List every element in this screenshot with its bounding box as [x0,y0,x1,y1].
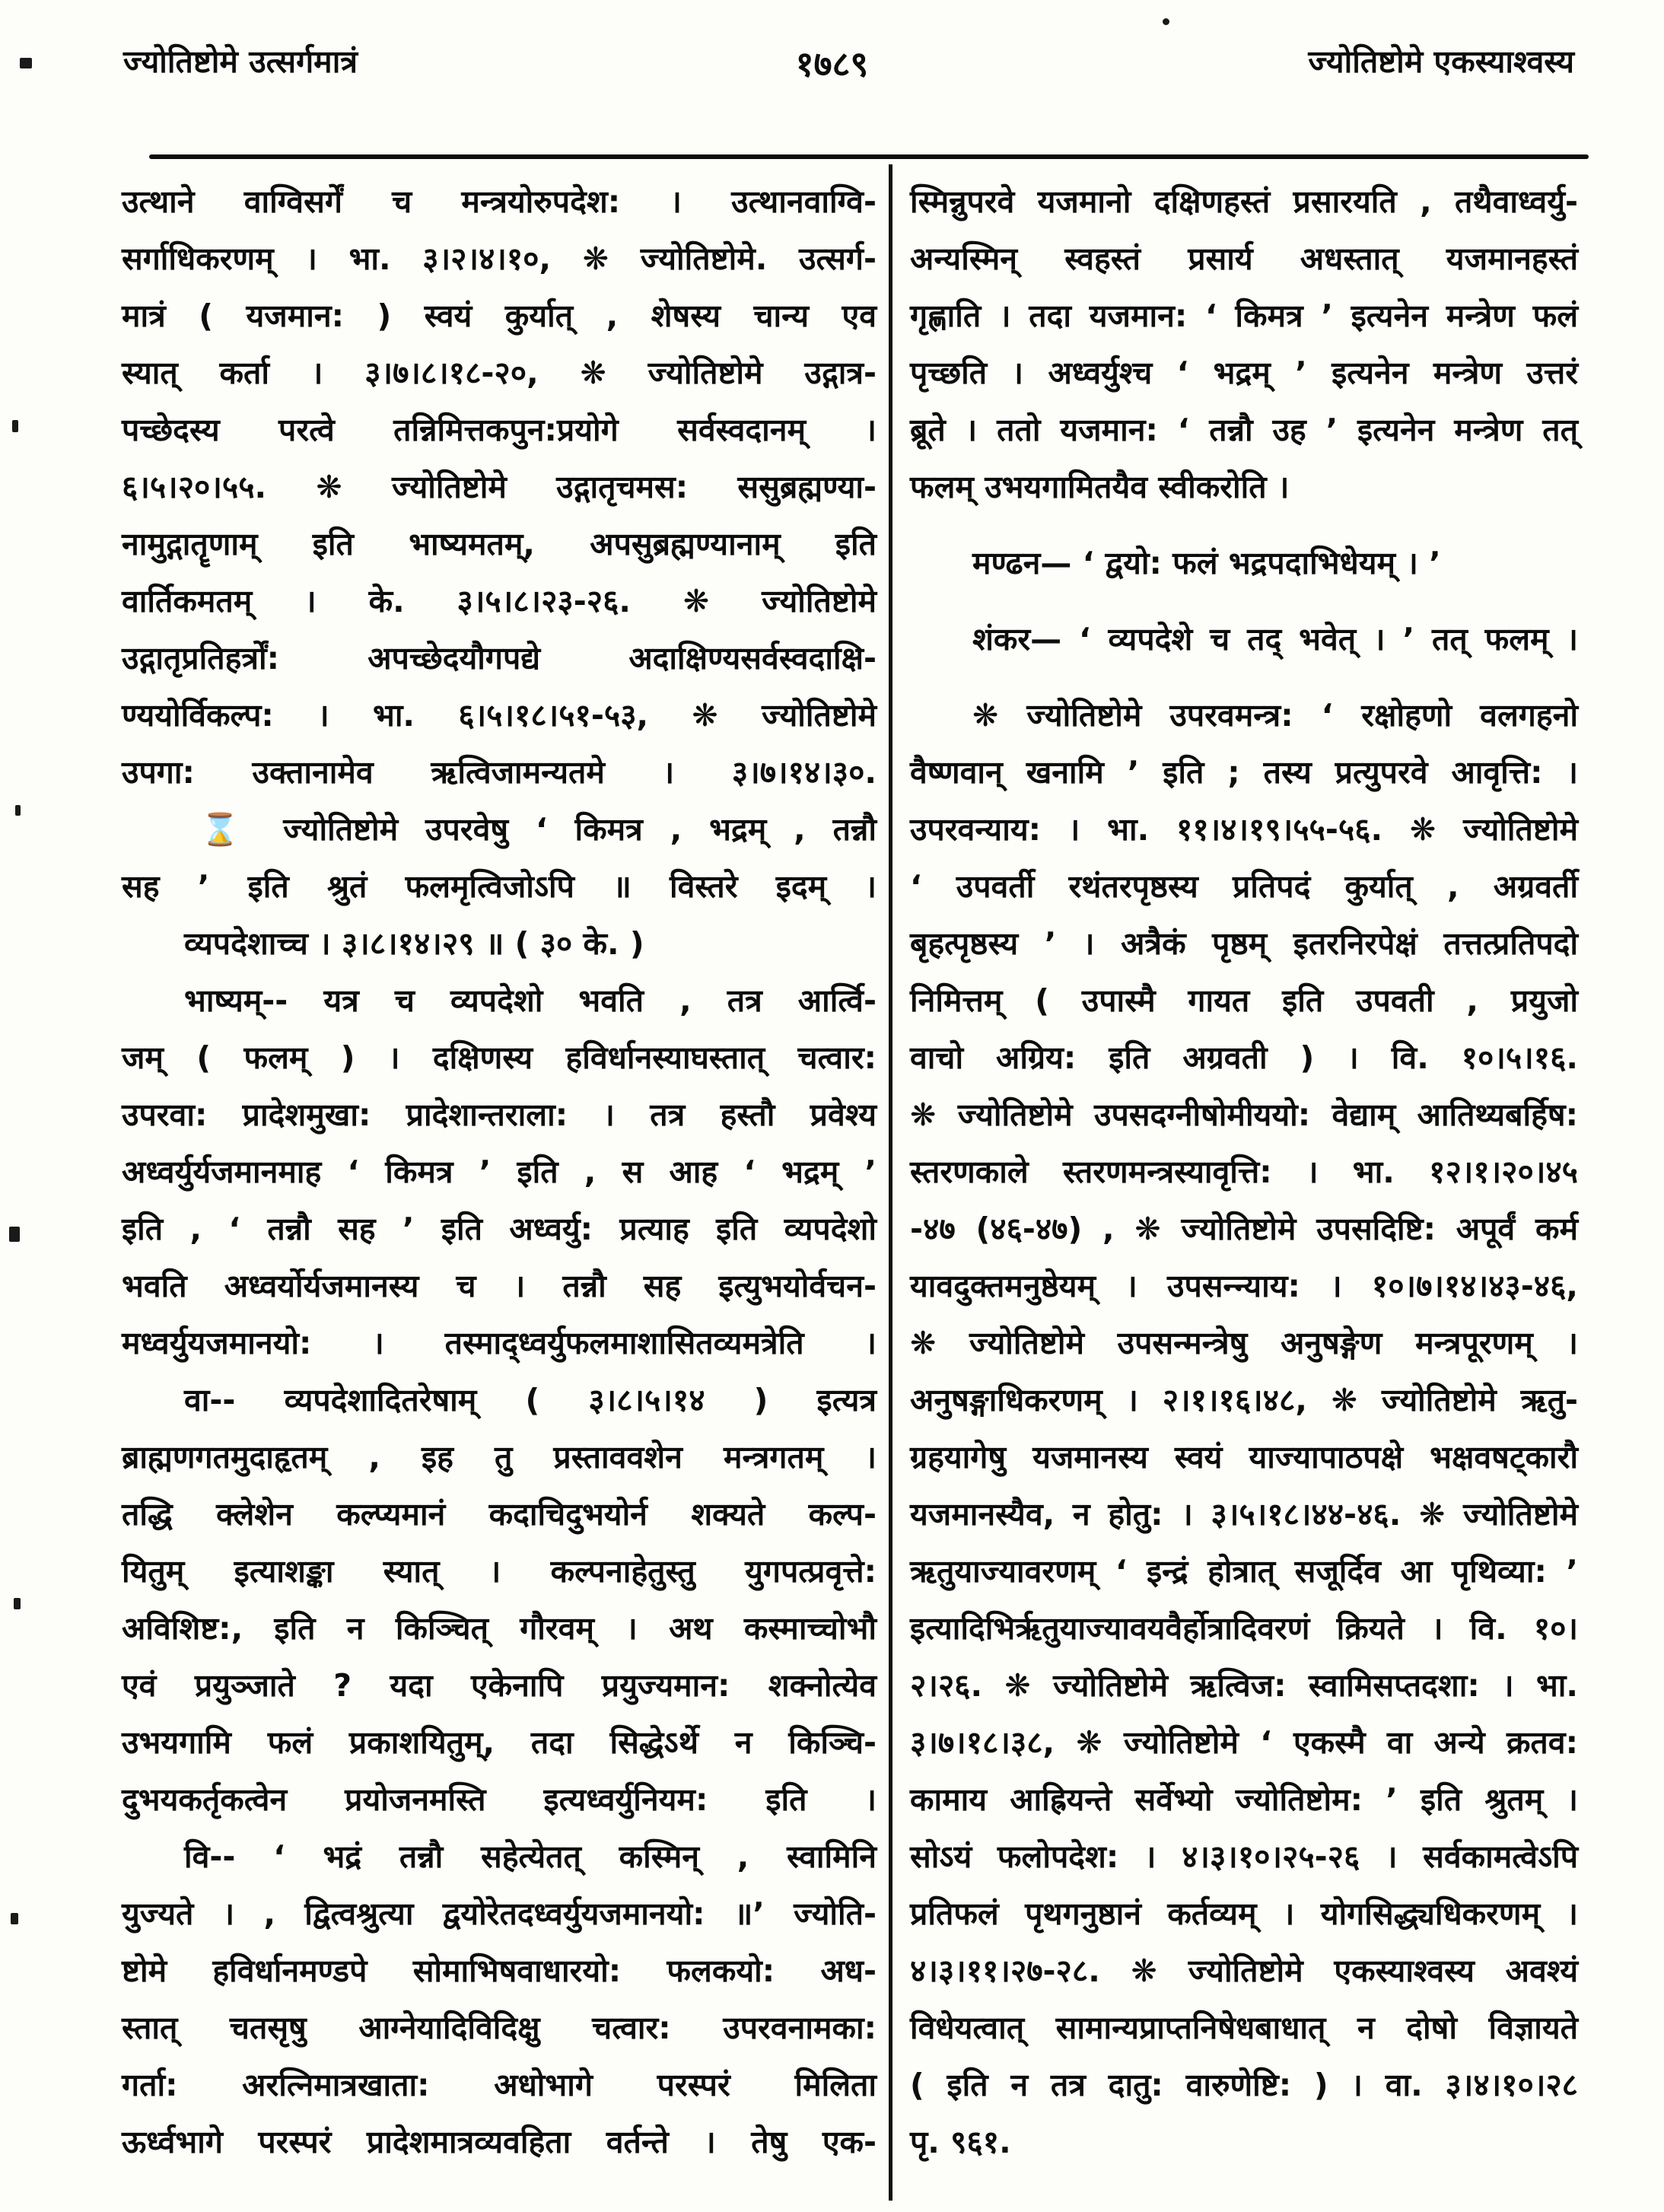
text-line: अविशिष्ट:, इति न किञ्चित् गौरवम् । अथ कस्माच्चोभौ [122,1610,877,1647]
text-line: सह ’ इति श्रुतं फलमृत्विजोऽपि ॥ विस्तरे इदम् । [122,868,877,905]
text-column-right [910,173,1578,2171]
scan-artifact [14,1598,21,1609]
text-line: ❋ ज्योतिष्टोमे उपसन्मन्त्रेषु अनुषङ्गेण मन्त्रपूरणम् । [910,1325,1578,1361]
text-line: यजमानस्यैव, न होतु: । ३।५।१८।४४-४६. ❋ ज्योतिष्टोमे [910,1496,1578,1532]
text-line: ❋ ज्योतिष्टोमे उपरवमन्त्र: ‘ रक्षोहणो वलगहनो [910,697,1578,734]
text-line: ब्राह्मणगतमुदाहृतम् , इह तु प्रस्ताववशेन मन्त्रगतम् । [122,1439,877,1475]
running-head-right: ज्योतिष्टोमे एकस्याश्वस्य [1308,43,1574,80]
text-line: भवति अध्वर्योर्यजमानस्य च । तन्नौ सह इत्युभयोर्वचन- [122,1268,877,1304]
scan-artifact [9,1227,20,1242]
text-line: ६।५।२०।५५. ❋ ज्योतिष्टोमे उद्गातृचमस: ससुब्रह्मण्या- [122,469,877,505]
text-line: एवं प्रयुञ्जाते ? यदा एकेनापि प्रयुज्यमान: शक्नोत्येव [122,1667,877,1704]
page-number: १७८९ [795,43,869,84]
text-line: मध्वर्युयजमानयो: । तस्माद्ध्वर्युफलमाशासितव्यमत्रेति । [122,1325,877,1361]
text-line: ३।७।१८।३८, ❋ ज्योतिष्टोमे ‘ एकस्मै वा अन्ये क्रतव: [910,1724,1578,1761]
text-line: स्मिन्नुपरवे यजमानो दक्षिणहस्तं प्रसारयति , तथैवाध्वर्यु- [910,183,1578,220]
text-line: मण्ढन— ‘ द्वयो: फलं भद्रपदाभिधेयम् । ’ [910,545,1441,581]
text-line: -४७ (४६-४७) , ❋ ज्योतिष्टोमे उपसदिष्टि: अपूर्वं कर्म [910,1211,1578,1247]
text-line: ग्रहयागेषु यजमानस्य स्वयं याज्यापाठपक्षे भक्षवषट्कारौ [910,1439,1578,1475]
text-line: वा-- व्यपदेशादितरेषाम् ( ३।८।५।१४ ) इत्यत्र [122,1382,877,1418]
running-head-left: ज्योतिष्टोमे उत्सर्गमात्रं [123,43,358,80]
text-line: प्रतिफलं पृथगनुष्ठानं कर्तव्यम् । योगसिद्ध्यधिकरणम् । [910,1895,1578,1932]
column-divider [889,164,892,2201]
text-line: उत्थाने वाग्विसर्गें च मन्त्रयोरुपदेश: । उत्थानवाग्वि- [122,183,877,220]
text-line: बृहत्पृष्ठस्य ’ । अत्रैकं पृष्ठम् इतरनिरपेक्षं तत्तत्प्रतिपदो [910,925,1578,962]
text-line: युज्यते । , द्वित्वश्रुत्या द्वयोरेतदध्वर्युयजमानयो: ॥’ ज्योति- [122,1895,877,1932]
text-column-left [122,173,877,2171]
text-line: अनुषङ्गाधिकरणम् । २।१।१६।४८, ❋ ज्योतिष्टोमे ऋतु- [910,1382,1578,1418]
scan-artifact [11,1913,18,1924]
text-line: ण्ययोर्विकल्प: । भा. ६।५।१८।५१-५३, ❋ ज्योतिष्टोमे [122,697,877,734]
text-line: तद्धि क्लेशेन कल्प्यमानं कदाचिदुभयोर्न शक्यते कल्प- [122,1496,877,1532]
text-line: स्यात् कर्ता । ३।७।८।१८-२०, ❋ ज्योतिष्टोमे उद्गात्र- [122,355,877,391]
text-line: उपगा: उक्तानामेव ऋत्विजामन्यतमे । ३।७।१४।३०. [122,754,877,791]
text-line: स्तरणकाले स्तरणमन्त्रस्यावृत्ति: । भा. १२।१।२०।४५ [910,1154,1578,1190]
scan-artifact [1163,18,1169,25]
text-line: ⌛ ज्योतिष्टोमे उपरवेषु ‘ किमत्र , भद्रम् , तन्नौ [122,811,877,848]
text-line: ऊर्ध्वभागे परस्परं प्रादेशमात्रव्यवहिता वर्तन्ते । तेषु एक- [122,2124,877,2160]
text-line: उभयगामि फलं प्रकाशयितुम्, तदा सिद्धेऽर्थे न किञ्चि- [122,1724,877,1761]
text-line: विधेयत्वात् सामान्यप्राप्तनिषेधबाधात् न दोषो विज्ञायते [910,2010,1578,2046]
text-line: पृ. ९६१. [910,2124,1011,2160]
text-line: २।२६. ❋ ज्योतिष्टोमे ऋत्विज: स्वामिसप्तदशा: । भा. [910,1667,1578,1704]
text-line: ४।३।११।२७-२८. ❋ ज्योतिष्टोमे एकस्याश्वस्य अवश्यं [910,1953,1578,1989]
text-line: ब्रूते । ततो यजमान: ‘ तन्नौ उह ’ इत्यनेन मन्त्रेण तत् [910,412,1578,448]
text-line: उपरवा: प्रादेशमुखा: प्रादेशान्तराला: । तत्र हस्तौ प्रवेश्य [122,1096,877,1133]
text-line: इत्यादिभिर्ऋतुयाज्यावयवैर्होत्रादिवरणं क्रियते । वि. १०। [910,1610,1578,1647]
text-line: नामुद्गातॄणाम् इति भाष्यमतम्, अपसुब्रह्मण्यानाम् इति [122,526,877,562]
text-line: ❋ ज्योतिष्टोमे उपसदग्नीषोमीययो: वेद्याम् आतिथ्यबर्हिष: [910,1096,1578,1133]
text-line: उपरवन्याय: । भा. ११।४।१९।५५-५६. ❋ ज्योतिष्टोमे [910,811,1578,848]
header-rule [149,154,1589,159]
text-line: ऋतुयाज्यावरणम् ‘ इन्द्रं होत्रात् सजूर्दिव आ पृथिव्या: ’ [910,1553,1578,1590]
scan-artifact [15,805,21,816]
text-line: पृच्छति । अध्वर्युश्च ‘ भद्रम् ’ इत्यनेन मन्त्रेण उत्तरं [910,355,1578,391]
text-line: ष्टोमे हविर्धानमण्डपे सोमाभिषवाधारयो: फलकयो: अध- [122,1953,877,1989]
text-line: यितुम् इत्याशङ्का स्यात् । कल्पनाहेतुस्तु युगपत्प्रवृत्ते: [122,1553,877,1590]
text-line: शंकर— ‘ व्यपदेशे च तद् भवेत् । ’ तत् फलम् । [910,621,1578,657]
text-line: स्तात् चतसृषु आग्नेयादिविदिक्षु चत्वार: उपरवनामका: [122,2010,877,2046]
text-line: उद्गातृप्रतिहर्त्रों: अपच्छेदयौगपद्ये अदाक्षिण्यसर्वस्वदाक्षि- [122,640,877,676]
scan-artifact [20,58,32,68]
text-line: वाचो अग्रिय: इति अग्रवती ) । वि. १०।५।१६. [910,1039,1578,1076]
text-line: अन्यस्मिन् स्वहस्तं प्रसार्य अधस्तात् यजमानहस्तं [910,240,1578,277]
text-line: मात्रं ( यजमान: ) स्वयं कुर्यात् , शेषस्य चान्य एव [122,298,877,334]
text-line: गृह्णाति । तदा यजमान: ‘ किमत्र ’ इत्यनेन मन्त्रेण फलं [910,298,1578,334]
text-line: ‘ उपवर्ती रथंतरपृष्ठस्य प्रतिपदं कुर्यात् , अग्रवर्ती [910,868,1578,905]
text-line: पच्छेदस्य परत्वे तन्निमित्तकपुन:प्रयोगे सर्वस्वदानम् । [122,412,877,448]
text-line: भाष्यम्-- यत्र च व्यपदेशो भवति , तत्र आर्त्वि- [122,982,877,1019]
text-line: अध्वर्युर्यजमानमाह ‘ किमत्र ’ इति , स आह ‘ भद्रम् ’ [122,1154,877,1190]
text-line: वार्तिकमतम् । के. ३।५।८।२३-२६. ❋ ज्योतिष्टोमे [122,583,877,619]
text-line: दुभयकर्तृकत्वेन प्रयोजनमस्ति इत्यध्वर्युनियम: इति । [122,1781,877,1818]
text-line: व्यपदेशाच्च । ३।८।१४।२९ ॥ ( ३० के. ) [122,925,644,962]
text-line: निमित्तम् ( उपास्मै गायत इति उपवती , प्रयुजो [910,982,1578,1019]
text-line: जम् ( फलम् ) । दक्षिणस्य हविर्धानस्याघस्तात् चत्वार: [122,1039,877,1076]
text-line: सोऽयं फलोपदेश: । ४।३।१०।२५-२६ । सर्वकामत्वेऽपि [910,1838,1578,1875]
text-line: गर्ता: अरत्निमात्रखाता: अधोभागे परस्परं मिलिता [122,2067,877,2103]
text-line: कामाय आह्रियन्ते सर्वेभ्यो ज्योतिष्टोम: ’ इति श्रुतम् । [910,1781,1578,1818]
text-line: सर्गाधिकरणम् । भा. ३।२।४।१०, ❋ ज्योतिष्टोमे. उत्सर्ग- [122,240,877,277]
text-line: इति , ‘ तन्नौ सह ’ इति अध्वर्यु: प्रत्याह इति व्यपदेशो [122,1211,877,1247]
text-line: वैष्णवान् खनामि ’ इति ; तस्य प्रत्युपरवे आवृत्ति: । [910,754,1578,791]
text-line: फलम् उभयगामितयैव स्वीकरोति । [910,469,1290,505]
text-line: यावदुक्तमनुष्ठेयम् । उपसन्न्याय: । १०।७।१४।४३-४६, [910,1268,1578,1304]
scan-artifact [12,420,18,432]
text-line: ( इति न तत्र दातु: वारुणेष्टि: ) । वा. ३।४।१०।२८ [910,2067,1578,2103]
text-line: वि-- ‘ भद्रं तन्नौ सहेत्येतत् कस्मिन् , स्वामिनि [122,1838,877,1875]
